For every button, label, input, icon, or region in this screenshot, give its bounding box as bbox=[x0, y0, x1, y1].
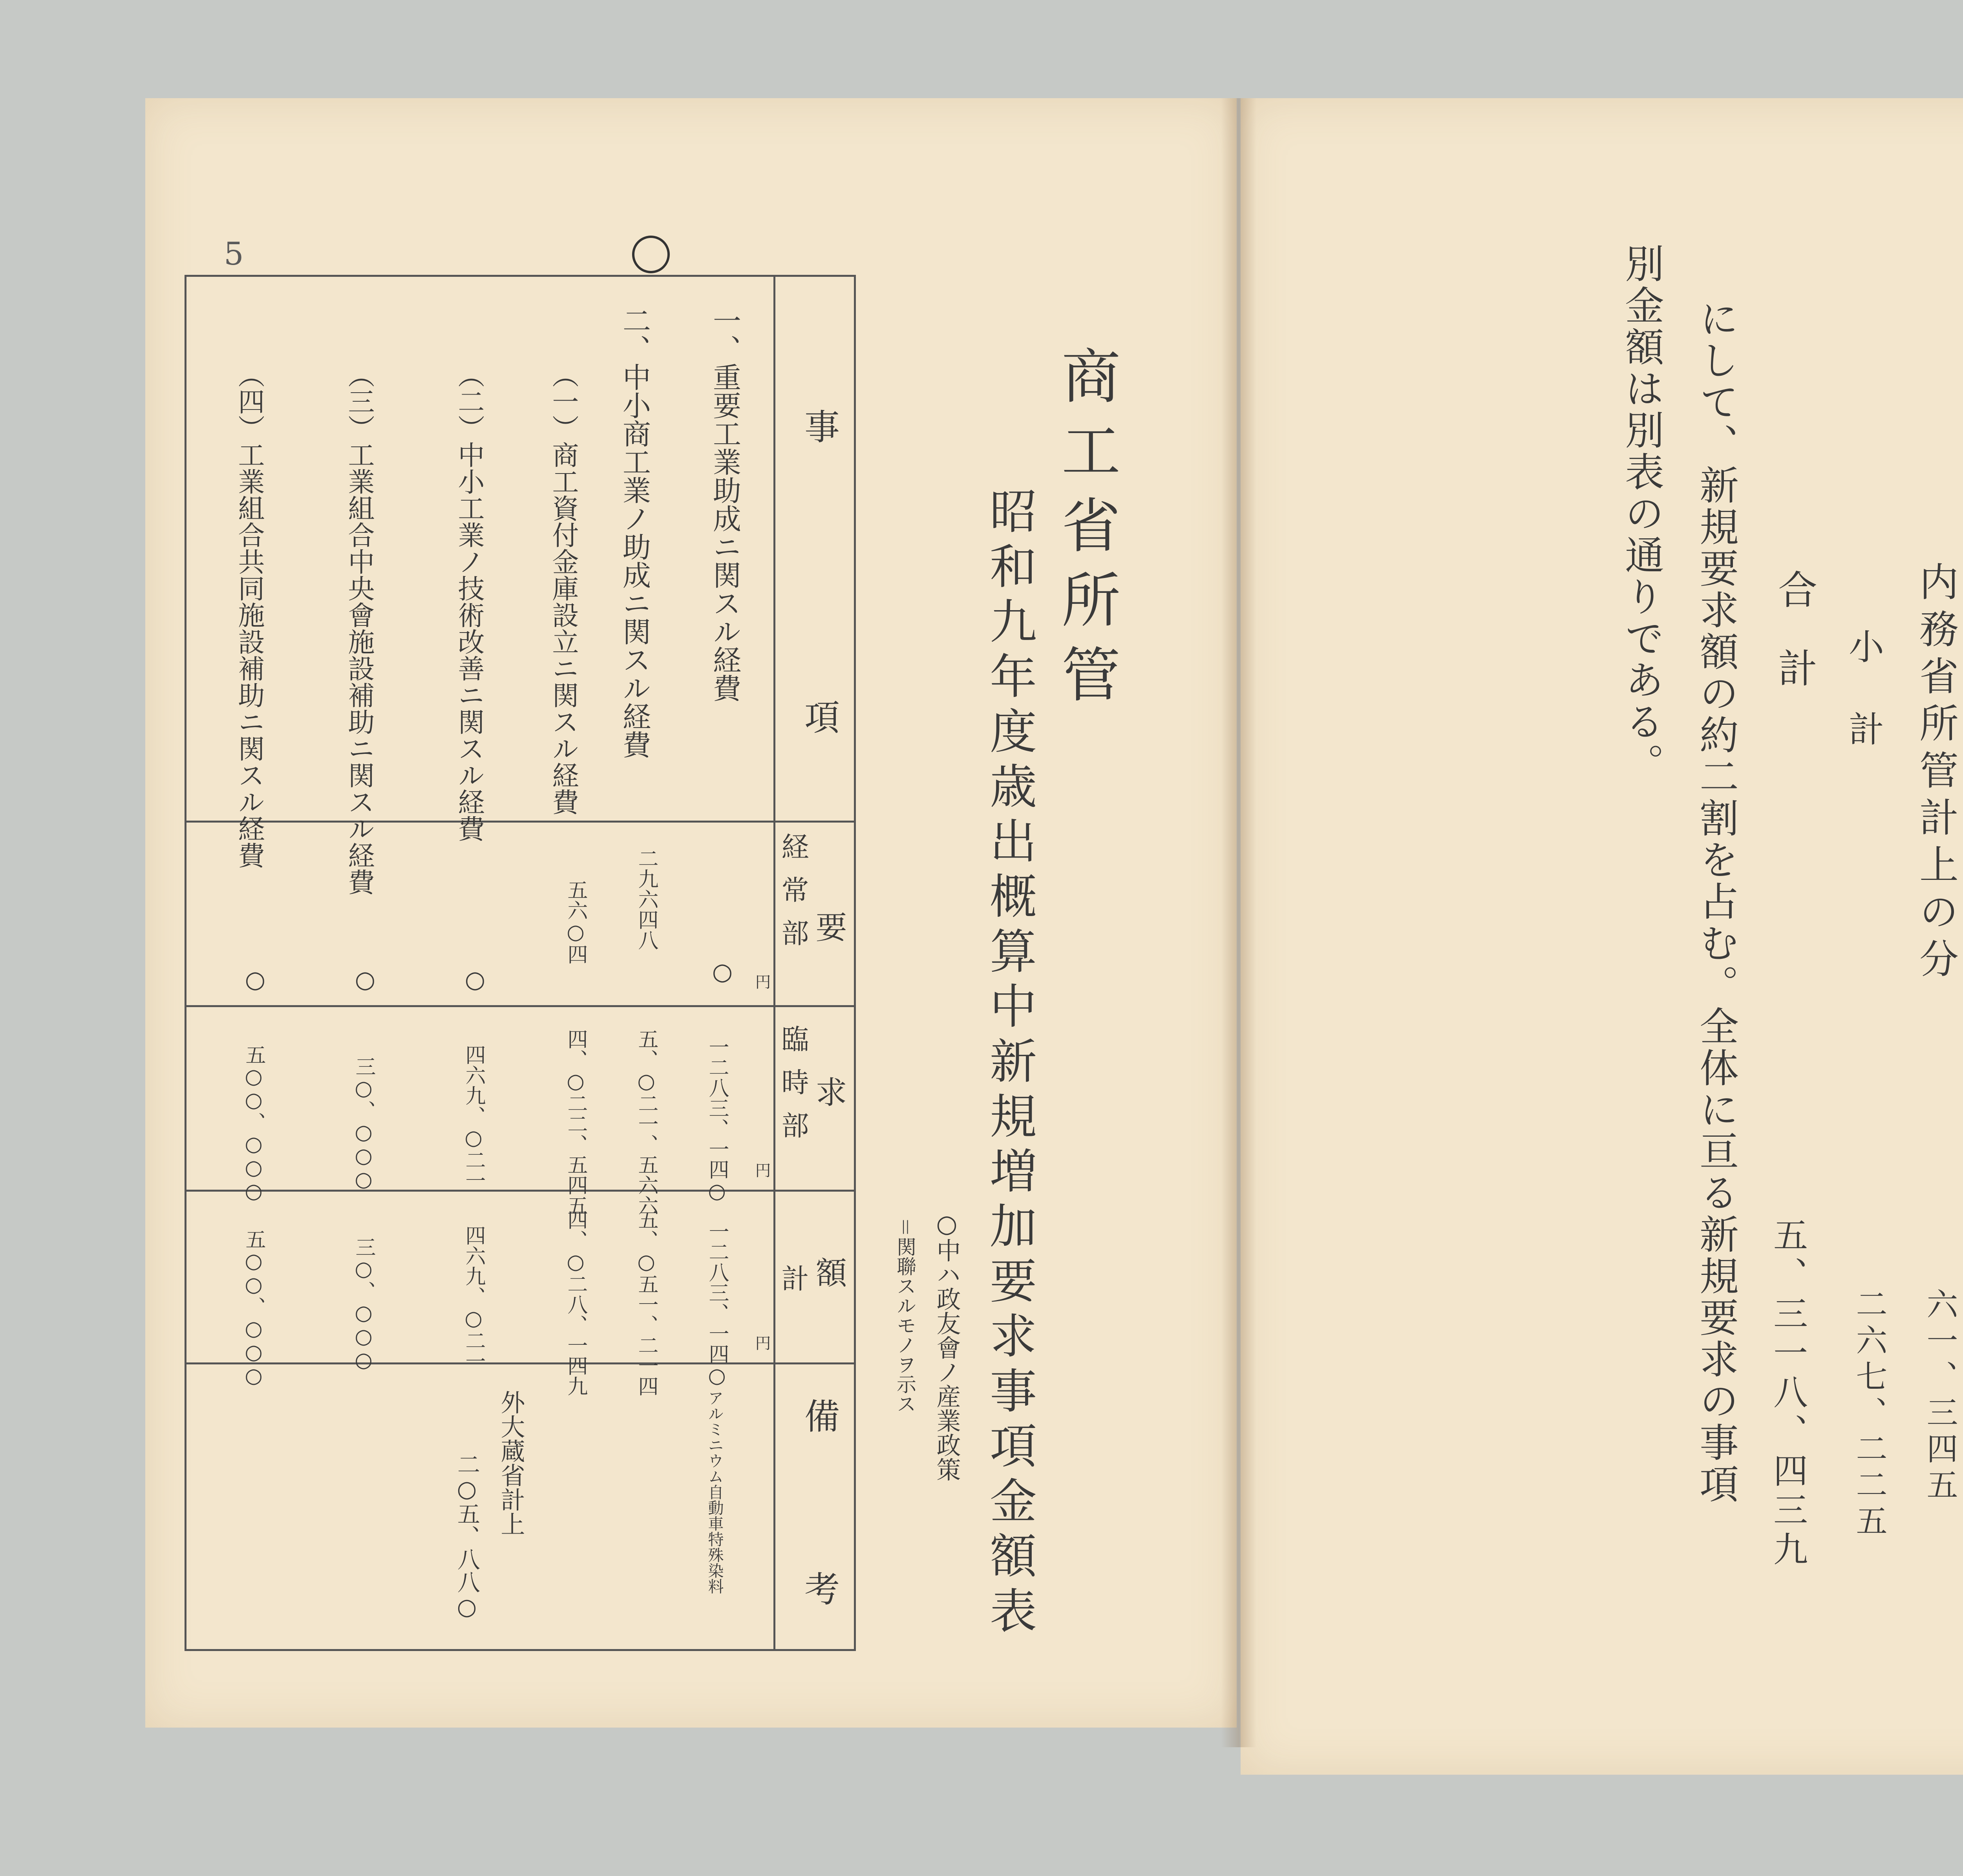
row-keijo: ○ bbox=[351, 966, 379, 993]
row-rinji: 三○、○○○ bbox=[352, 1056, 375, 1191]
note-line-2: ＝関聯スルモノヲ示ス bbox=[894, 1217, 916, 1413]
row-kei: 三○、○○○ bbox=[352, 1237, 375, 1372]
row-rinji: 五○○、○○○ bbox=[242, 1044, 265, 1203]
header-keijo: 経常部 bbox=[777, 832, 809, 962]
header-request-2: 求 bbox=[810, 1076, 847, 1107]
page-heading: 商工省所管 bbox=[1051, 346, 1120, 719]
row-keijo: ○ bbox=[461, 966, 489, 993]
paragraph-line-2: 別金額は別表の通りである。 bbox=[1618, 243, 1664, 784]
header-remarks-1: 備 bbox=[798, 1398, 839, 1433]
row-kei: 四六九、○二一 bbox=[462, 1225, 485, 1371]
row-keijo: 五六○四 bbox=[564, 879, 587, 964]
page-subtitle: 昭和九年度歳出概算中新規増加要求事項金額表 bbox=[982, 487, 1036, 1641]
amount-5: 二六七、二二五 bbox=[1851, 1288, 1887, 1541]
row-kei: 一二八三、一四○ bbox=[705, 1221, 729, 1388]
table-row-divider-3 bbox=[185, 1190, 856, 1192]
note-line-1: ○中ハ政友會ノ産業政策 bbox=[932, 1209, 961, 1481]
row-item: （二）中小工業ノ技術改善ニ関スル経費 bbox=[453, 361, 484, 842]
table-border-bottom bbox=[185, 1649, 856, 1651]
table-border-right bbox=[854, 275, 856, 1651]
row-kei: 四、○二八、一四九 bbox=[564, 1209, 587, 1396]
header-rinji: 臨時部 bbox=[777, 1025, 809, 1154]
line-naimu: 内務省所管計上の分 bbox=[1913, 561, 1959, 986]
bottom-note-2: 二○五、八八○ bbox=[453, 1453, 480, 1620]
row-item: （一）商工資付金庫設立ニ関スル経費 bbox=[548, 361, 579, 815]
paragraph-line-1: にして、新規要求額の約二割を占む。全体に亘る新規要求の事項 bbox=[1693, 298, 1739, 1505]
row-item: （三）工業組合中央會施設補助ニ関スル経費 bbox=[344, 361, 375, 895]
row-rinji: 四六九、○二一 bbox=[462, 1044, 485, 1190]
amount-4: 六一、三四五 bbox=[1921, 1288, 1958, 1505]
row-rinji: 五、○二一、五六六 bbox=[634, 1029, 658, 1216]
row-keijo: ○ bbox=[709, 958, 736, 986]
row-kei: 五○○、○○○ bbox=[242, 1229, 265, 1388]
row-remarks: アルミニウム自動車特殊染料 bbox=[706, 1390, 724, 1594]
left-page-number: 5 bbox=[224, 236, 244, 272]
table-row-divider-4 bbox=[185, 1362, 856, 1364]
header-request-3: 額 bbox=[810, 1256, 847, 1288]
row-item: 二、中小商工業ノ助成ニ関スル経費 bbox=[618, 306, 651, 759]
header-item-2: 項 bbox=[798, 699, 839, 734]
line-shokei: 小計 bbox=[1842, 628, 1884, 793]
book-gutter bbox=[1221, 98, 1256, 1747]
row-keijo: ○ bbox=[241, 966, 269, 993]
line-gokei: 合計 bbox=[1771, 569, 1817, 726]
row-item: 一、重要工業助成ニ関スル経費 bbox=[708, 306, 741, 702]
row-rinji: 一二八三、一四○ bbox=[705, 1037, 729, 1203]
table-subcol-divider bbox=[773, 821, 775, 1362]
circle-mark bbox=[632, 236, 670, 273]
unit-label: 円 bbox=[753, 1162, 771, 1178]
table-border-top bbox=[185, 275, 856, 277]
table-border-left bbox=[185, 275, 186, 1651]
table-row-divider-2 bbox=[185, 1005, 856, 1007]
unit-label: 円 bbox=[753, 974, 771, 989]
left-page bbox=[145, 98, 1237, 1728]
row-rinji: 四、○二二、五四五 bbox=[564, 1029, 587, 1216]
header-remarks-2: 考 bbox=[798, 1571, 839, 1606]
row-keijo: 二九六四八 bbox=[634, 848, 658, 950]
amount-6: 五、三一八、四三九 bbox=[1768, 1217, 1808, 1571]
unit-label: 円 bbox=[753, 1335, 771, 1351]
bottom-note-1: 外大蔵省計上 bbox=[497, 1390, 525, 1536]
header-item-1: 事 bbox=[798, 408, 839, 444]
header-request-1: 要 bbox=[810, 911, 847, 942]
header-kei: 計 bbox=[777, 1264, 809, 1292]
row-kei: 五、○五一、二一四 bbox=[634, 1209, 658, 1396]
row-item: （四）工業組合共同施設補助ニ関スル経費 bbox=[234, 361, 265, 869]
table-row-divider-1 bbox=[185, 821, 856, 823]
